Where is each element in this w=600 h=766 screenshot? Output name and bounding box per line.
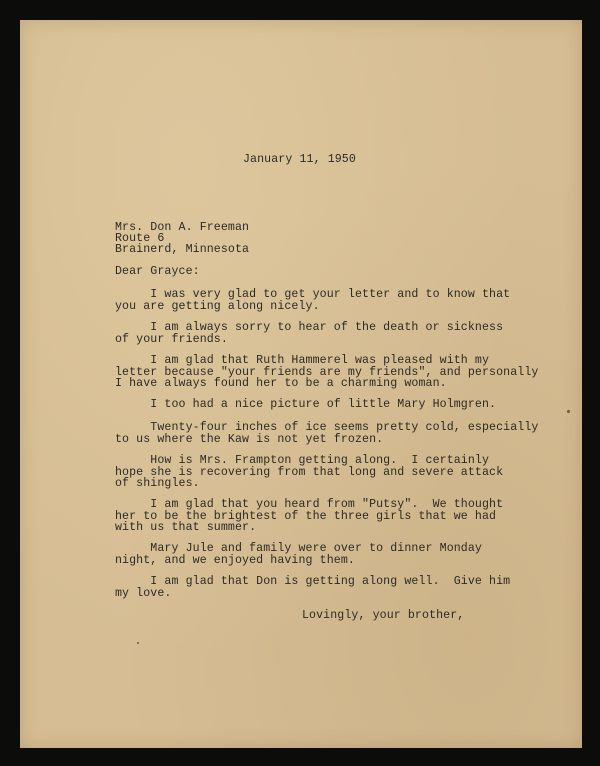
paragraph-1 xyxy=(115,289,510,312)
paragraph-line: I am glad that you heard from "Putsy". We thought xyxy=(115,498,504,511)
recipient-name: Mrs. Don A. Freeman xyxy=(115,221,250,234)
paragraph-line: Mary Jule and family were over to dinner Monday xyxy=(115,542,482,555)
paragraph-line: her to be the brightest of the three girls that we had xyxy=(115,509,497,523)
paragraph-9 xyxy=(115,576,510,599)
paragraph-line: I too had a nice picture of little Mary Holmgren. xyxy=(115,398,497,411)
paragraph-5 xyxy=(115,422,538,445)
paragraph-line: of shingles. xyxy=(115,477,200,490)
letter-date: January 11, 1950 xyxy=(243,153,356,166)
recipient-city: Brainerd, Minnesota xyxy=(115,243,250,256)
paragraph-line: night, and we enjoyed having them. xyxy=(115,553,355,567)
paper-speck xyxy=(137,642,139,644)
paragraph-line: you are getting along nicely. xyxy=(115,299,320,313)
salutation: Dear Grayce: xyxy=(115,265,200,278)
recipient-street: Route 6 xyxy=(115,232,165,245)
paragraph-line: I am glad that Don is getting along well. Give him xyxy=(115,575,511,588)
paragraph-line: How is Mrs. Frampton getting along. I certainly xyxy=(115,454,490,467)
paragraph-7 xyxy=(115,499,503,534)
paper-speck xyxy=(567,410,570,413)
paragraph-line: I am always sorry to hear of the death or sickness xyxy=(115,321,504,334)
paragraph-line: I am glad that Ruth Hammerel was pleased with my xyxy=(115,354,490,367)
paragraph-line: I was very glad to get your letter and to know that xyxy=(115,288,511,301)
paragraph-line: letter because "your friends are my friends", and personally xyxy=(115,365,539,379)
paragraph-line: Twenty-four inches of ice seems pretty cold, especially xyxy=(115,421,539,434)
paragraph-line: my love. xyxy=(115,586,172,600)
paragraph-line: hope she is recovering from that long and severe attack xyxy=(115,465,504,479)
paragraph-line: of your friends. xyxy=(115,332,228,346)
paragraph-2 xyxy=(115,322,503,345)
paragraph-4 xyxy=(115,399,496,411)
paragraph-line: to us where the Kaw is not yet frozen. xyxy=(115,432,384,446)
paragraph-6 xyxy=(115,455,503,490)
paragraph-3 xyxy=(115,355,538,390)
paragraph-line: with us that summer. xyxy=(115,521,257,534)
closing: Lovingly, your brother, xyxy=(302,609,465,622)
paragraph-line: I have always found her to be a charming woman. xyxy=(115,377,447,390)
paragraph-8 xyxy=(115,543,482,566)
